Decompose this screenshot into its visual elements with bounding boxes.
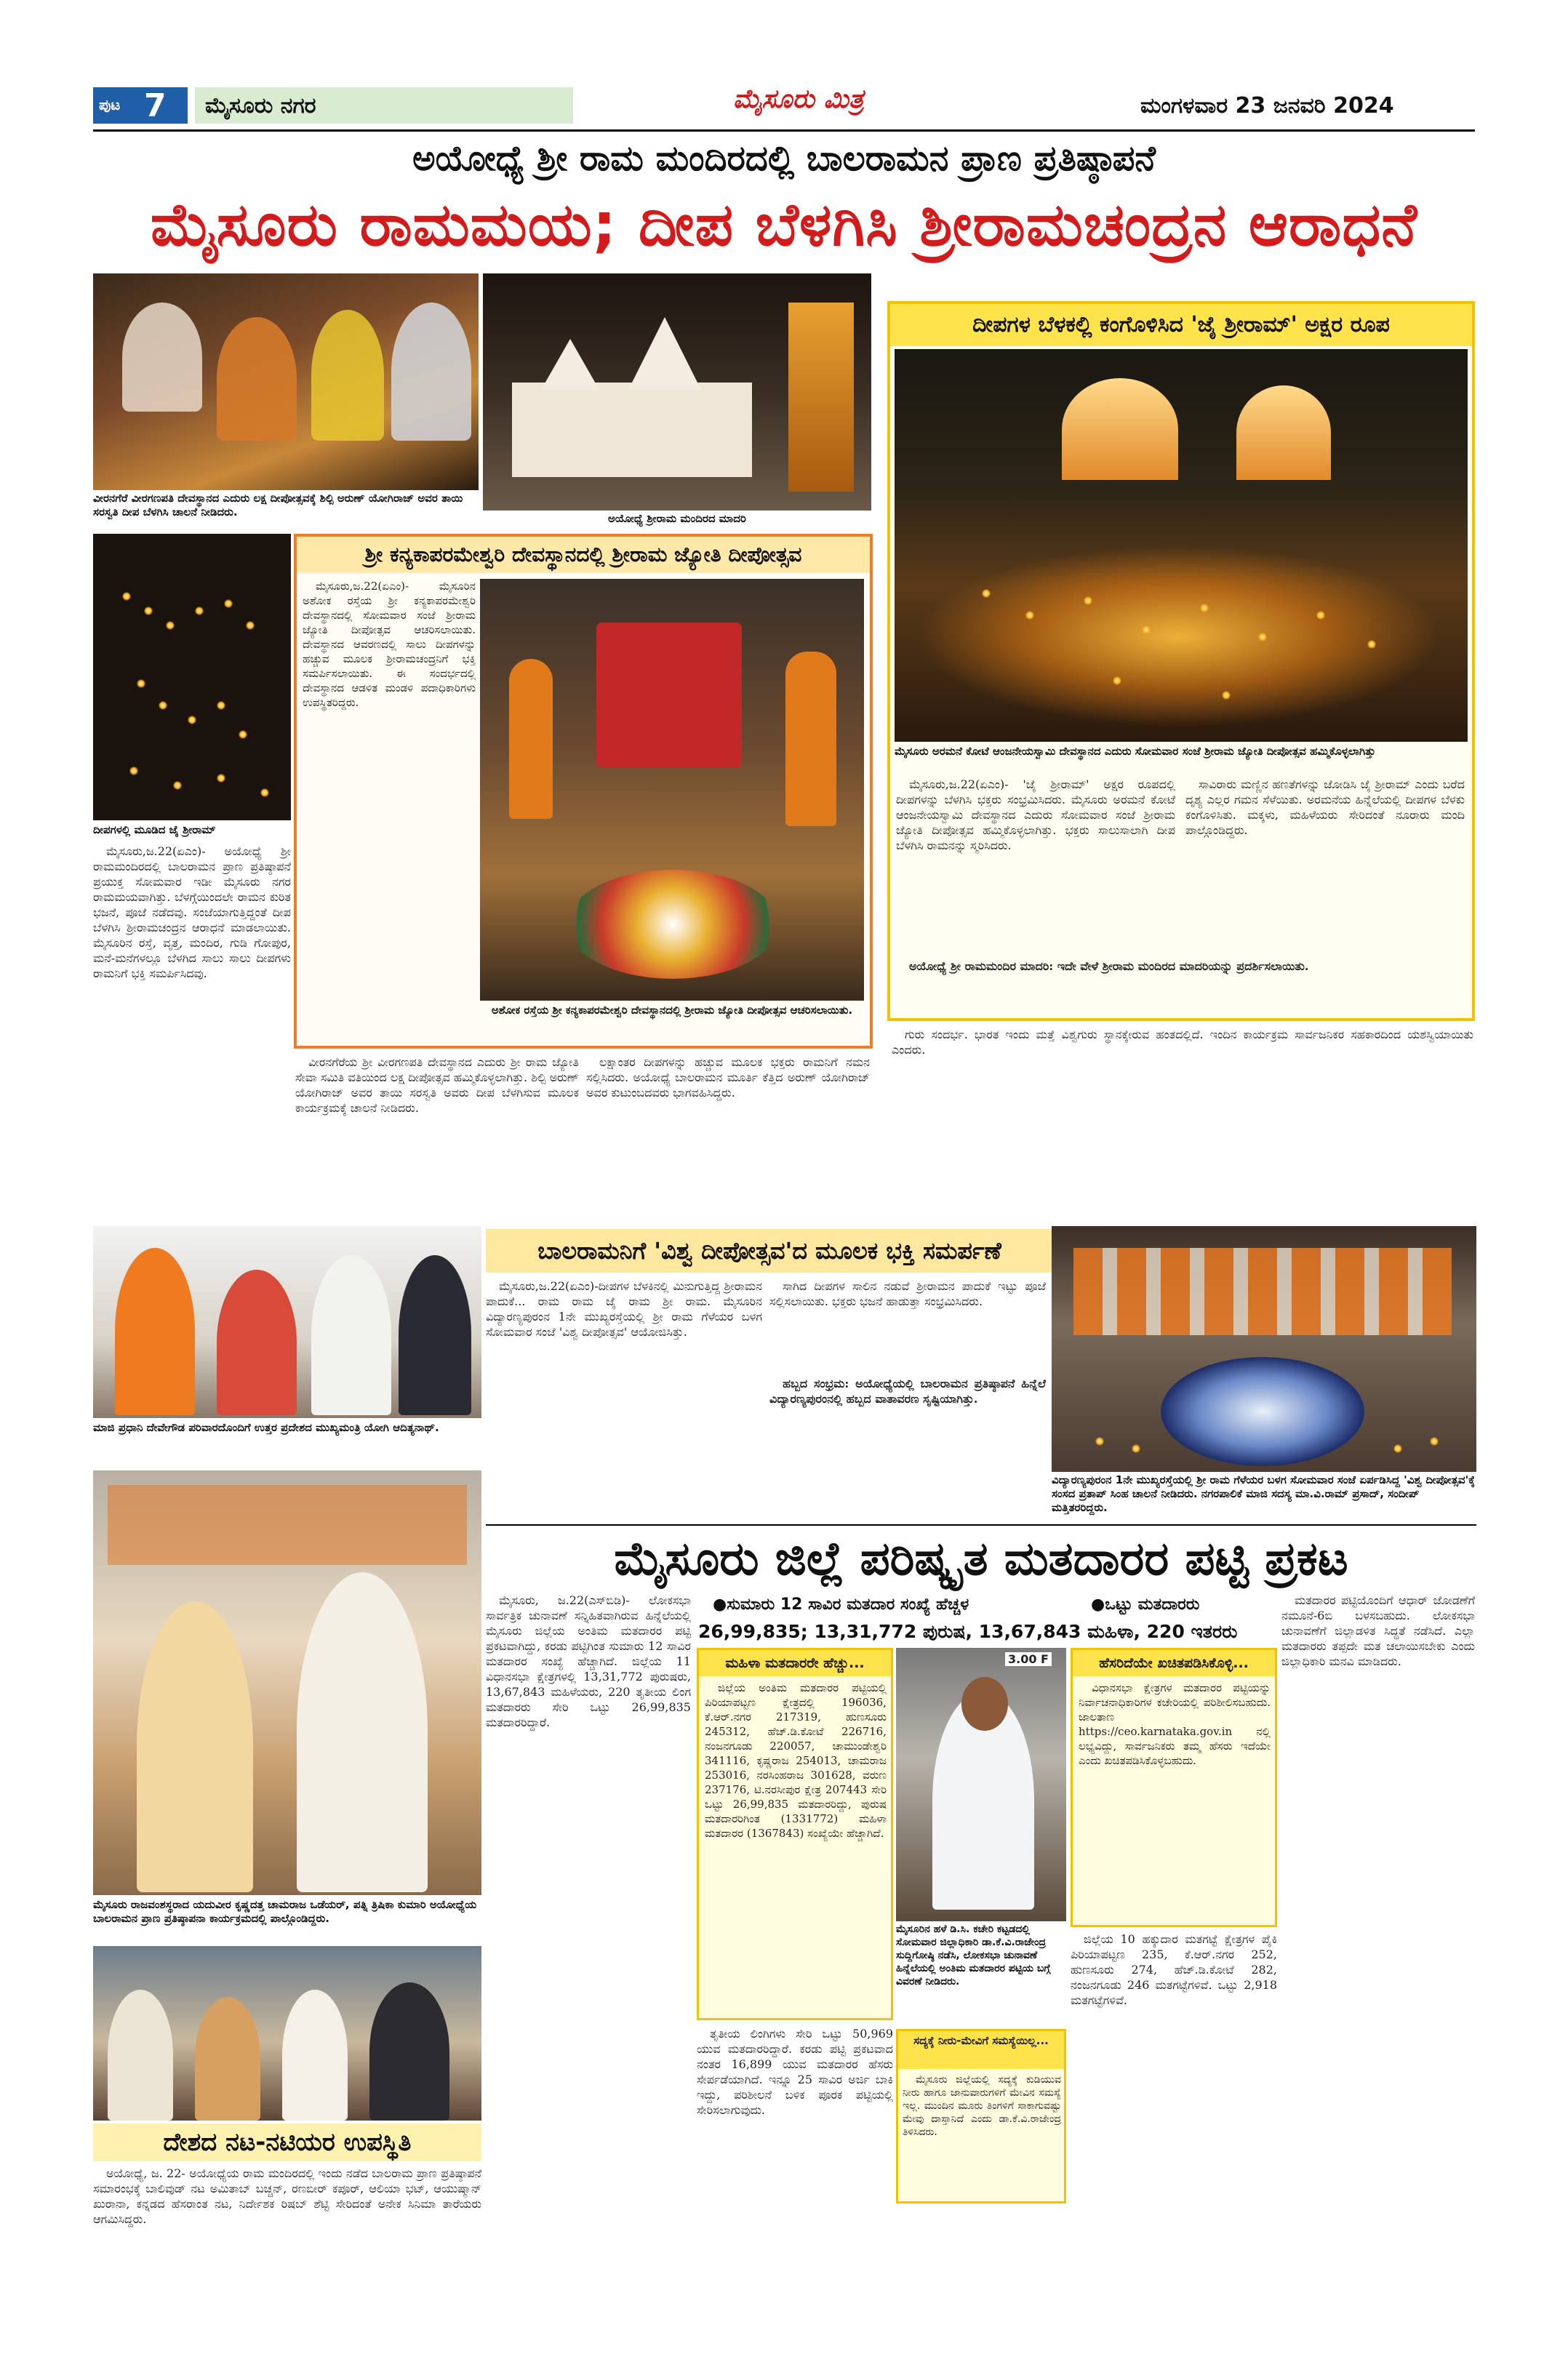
section-title: ಮೈಸೂರು ನಗರ: [205, 93, 316, 119]
vishwa-col1-text: ಮೈಸೂರು,ಜ.22(ಏಎಂ)-ದೀಪಗಳ ಬೆಳಕಿನಲ್ಲಿ ಮಿನುಗುತ್ತಿದ್ದ ಶ್ರೀರಾಮನ ಪಾದುಕೆ... ರಾಮ ರಾಮ ಜೈ ರಾಮ ಶ್ರೀ ರಾಮ. ಮೈಸೂರಿನ ವಿದ್ಯಾರಣ್ಯಪುರಂನ 1ನೇ ಮುಖ್ಯರಸ್ತೆಯಲ್ಲಿ ಶ್ರೀ ರಾಮ ಗೆಳೆಯರ ಬಳಗ ಸೋಮವಾರ ಸಂಜೆ 'ವಿಶ್ವ ದೀಪೋತ್ಸವ' ಆಯೋಜಿಸಿತ್ತು.: [486, 1279, 762, 1339]
voters-col2-text: ತೃತೀಯ ಲಿಂಗಿಗಳು ಸೇರಿ ಒಟ್ಟು 50,969 ಯುವ ಮತದಾರರಿದ್ದಾರೆ. ಕರಡು ಪಟ್ಟಿ ಪ್ರಕಟವಾದ ನಂತರ 16,899 ಯುವ ಮತದಾರರ ಹೆಸರು ಸೇರ್ಪಡೆಯಾಗಿದೆ. ಇನ್ನೂ 25 ಸಾವಿರ ಅರ್ಜಿ ಬಾಕಿ ಇದ್ದು, ಪರಿಶೀಲನೆ ಬಳಿಕ ಪೂರಕ ಪಟ್ಟಿಯಲ್ಲಿ ಸೇರಿಸಲಾಗುವುದು.: [697, 2027, 893, 2117]
photo-price-tag: 3.00 F: [1005, 1652, 1052, 1666]
main-story-col1-text: ಮೈಸೂರು,ಜ.22(ಏಎಂ)- ಅಯೋಧ್ಯೆ ಶ್ರೀ ರಾಮಮಂದಿರದಲ್ಲಿ ಬಾಲರಾಮನ ಪ್ರಾಣ ಪ್ರತಿಷ್ಠಾಪನೆ ಪ್ರಯುಕ್ತ ಸೋಮವಾರ ಇಡೀ ಮೈಸೂರು ನಗರ ರಾಮಮಯವಾಗಿತ್ತು. ಬೆಳಗ್ಗೆಯಿಂದಲೇ ರಾಮನ ಕುರಿತ ಭಜನೆ, ಪೂಜೆ ನಡೆದವು. ಸಂಜೆಯಾಗುತ್ತಿದ್ದಂತೆ ದೀಪ ಬೆಳಗಿಸಿ ಶ್ರೀರಾಮಚಂದ್ರನ ಆರಾಧನೆ ಮಾಡಲಾಯಿತು. ಮೈಸೂರಿನ ರಸ್ತೆ, ವೃತ್ತ, ಮಂದಿರ, ಗುಡಿ ಗೋಪುರ, ಮನೆ-ಮನೆಗಳಲ್ಲೂ ಬೆಳಗಿದ ಸಾಲು ಸಾಲು ದೀಪಗಳು ರಾಮನಿಗೆ ಭಕ್ತಿ ಸಮರ್ಪಿಸಿದವು.: [93, 844, 291, 980]
photo-celebrities-row: [93, 1946, 481, 2121]
main-story-col3: [586, 1054, 870, 1216]
voters-col4: [1281, 1593, 1475, 2342]
main-story-col2-text: ವೀರನಗೆರೆಯ ಶ್ರೀ ವೀರಗಣಪತಿ ದೇವಸ್ಥಾನದ ಎದುರು ಶ್ರೀ ರಾಮ ಜ್ಯೋತಿ ಸೇವಾ ಸಮಿತಿ ವತಿಯಿಂದ ಲಕ್ಷ ದೀಪೋತ್ಸವ ಹಮ್ಮಿಕೊಳ್ಳಲಾಗಿತ್ತು. ಶಿಲ್ಪಿ ಅರುಣ್ ಯೋಗಿರಾಜ್ ಅವರ ತಾಯಿ ಸರಸ್ವತಿ ಅವರು ದೀಪ ಬೆಳಗಿಸುವ ಮೂಲಕ ಕಾರ್ಯಕ್ರಮಕ್ಕೆ ಚಾಲನೆ ನೀಡಿದರು.: [295, 1055, 579, 1115]
main-headline: ಮೈಸೂರು ರಾಮಮಯ; ದೀಪ ಬೆಳಗಿಸಿ ಶ್ರೀರಾಮಚಂದ್ರನ ಆರಾಧನೆ: [150, 191, 1418, 260]
women-box-title: ಮಹಿಳಾ ಮತದಾರರೇ ಹೆಚ್ಚು...: [699, 1650, 891, 1676]
voters-col1-text: ಮೈಸೂರು, ಜ.22(ಎಸ್‌ಬಿಡಿ)- ಲೋಕಸಭಾ ಸಾರ್ವತ್ರಿಕ ಚುನಾವಣೆ ಸನ್ನಿಹಿತವಾಗಿರುವ ಹಿನ್ನೆಲೆಯಲ್ಲಿ ಮೈಸೂರು ಜಿಲ್ಲೆಯ ಅಂತಿಮ ಮತದಾರರ ಪಟ್ಟಿ ಪ್ರಕಟವಾಗಿದ್ದು, ಕರಡು ಪಟ್ಟಿಗಿಂತ ಸುಮಾರು 12 ಸಾವಿರ ಮತದಾರರ ಸಂಖ್ಯೆ ಹೆಚ್ಚಾಗಿದೆ. ಜಿಲ್ಲೆಯ 11 ವಿಧಾನಸಭಾ ಕ್ಷೇತ್ರಗಳಲ್ಲಿ 13,31,772 ಪುರುಷರು, 13,67,843 ಮಹಿಳೆಯರು, 220 ತೃತೀಯ ಲಿಂಗ ಮತದಾರರು ಸೇರಿ ಒಟ್ಟು 26,99,835 ಮತದಾರರಿದ್ದಾರೆ.: [486, 1593, 691, 1729]
main-story-col1: [93, 844, 291, 1069]
voters-col2: [697, 2026, 893, 2339]
helpline-box: [1071, 1648, 1277, 1927]
deepa-col2-text: ಸಾವಿರಾರು ಮಣ್ಣಿನ ಹಣತೆಗಳನ್ನು ಜೋಡಿಸಿ ಜೈ ಶ್ರೀರಾಮ್ ಎಂದು ಬರೆದ ದೃಶ್ಯ ಎಲ್ಲರ ಗಮನ ಸೆಳೆಯಿತು. ಅರಮನೆಯ ಹಿನ್ನೆಲೆಯಲ್ಲಿ ದೀಪಗಳ ಬೆಳಕು ಕಂಗೊಳಿಸಿತು. ಮಕ್ಕಳು, ಮಹಿಳೆಯರು ಸೇರಿದಂತೆ ನೂರಾರು ಮಂದಿ ಪಾಲ್ಗೊಂಡಿದ್ದರು.: [1185, 777, 1465, 837]
voters-title: ಮೈಸೂರು ಜಿಲ್ಲೆ ಪರಿಷ್ಕೃತ ಮತದಾರರ ಪಟ್ಟಿ ಪ್ರಕಟ: [614, 1532, 1348, 1586]
photo-dc-press-meet: [896, 1648, 1066, 1921]
water-text: ಮೈಸೂರು ಜಿಲ್ಲೆಯಲ್ಲಿ ಸದ್ಯಕ್ಕೆ ಕುಡಿಯುವ ನೀರು ಹಾಗೂ ಜಾನುವಾರುಗಳಿಗೆ ಮೇವಿನ ಸಮಸ್ಯೆ ಇಲ್ಲ. ಮುಂದಿನ ಮೂರು ತಿಂಗಳಿಗೆ ಸಾಕಾಗುವಷ್ಟು ಮೇವು ದಾಸ್ತಾನಿದೆ ಎಂದು ಡಾ.ಕೆ.ವಿ.ರಾಜೇಂದ್ರ ತಿಳಿಸಿದರು.: [903, 2074, 1061, 2138]
deepa-box: [887, 301, 1475, 1021]
helpline-text: ವಿಧಾನಸಭಾ ಕ್ಷೇತ್ರಗಳ ಮತದಾರರ ಪಟ್ಟಿಯನ್ನು ನಿರ್ವಾಚನಾಧಿಕಾರಿಗಳ ಕಚೇರಿಯಲ್ಲಿ ಪರಿಶೀಲಿಸಬಹುದು. ಜಾಲತಾಣ https://ceo.karnataka.gov.in ನಲ್ಲಿ ಲಭ್ಯವಿದ್ದು, ಸಾರ್ವಜನಿಕರು ತಮ್ಮ ಹೆಸರು ಇದೆಯೇ ಎಂದು ಖಚಿತಪಡಿಸಿಕೊಳ್ಳಬಹುದು.: [1079, 1681, 1271, 1767]
deepa-caption: ಮೈಸೂರು ಅರಮನೆ ಕೋಟೆ ಆಂಜನೇಯಸ್ವಾಮಿ ದೇವಸ್ಥಾನದ ಎದುರು ಸೋಮವಾರ ಸಂಜೆ ಶ್ರೀರಾಮ ಜ್ಯೋತಿ ದೀಪೋತ್ಸವ ಹಮ್ಮಿಕೊಳ್ಳಲಾಗಿತ್ತು: [895, 745, 1376, 758]
main-story-col4: [892, 1027, 1473, 1216]
caption-royal-couple: ಮೈಸೂರು ರಾಜವಂಶಸ್ಥರಾದ ಯದುವೀರ ಕೃಷ್ಣದತ್ತ ಚಾಮರಾಜ ಒಡೆಯರ್, ಪತ್ನಿ ತ್ರಿಷಿಕಾ ಕುಮಾರಿ ಅಯೋಧ್ಯೆಯ ಬಾಲರಾಮನ ಪ್ರಾಣ ಪ್ರತಿಷ್ಠಾಪನಾ ಕಾರ್ಯಕ್ರಮದಲ್ಲಿ ಪಾಲ್ಗೊಂಡಿದ್ದರು.: [93, 1898, 477, 1925]
voters-col3-text: ಜಿಲ್ಲೆಯ 10 ಹಕ್ಕುದಾರ ಮತಗಟ್ಟೆ ಕ್ಷೇತ್ರಗಳ ಪೈಕಿ ಪಿರಿಯಾಪಟ್ಟಣ 235, ಕೆ.ಆರ್.ನಗರ 252, ಹುಣಸೂರು 274, ಹೆಚ್.ಡಿ.ಕೋಟೆ 282, ನಂಜನಗೂಡು 246 ಮತಗಟ್ಟೆಗಳಿವೆ. ಒಟ್ಟು 2,918 ಮತಗಟ್ಟೆಗಳಿವೆ.: [1071, 1932, 1277, 2007]
women-box-text: ಜಿಲ್ಲೆಯ ಅಂತಿಮ ಮತದಾರರ ಪಟ್ಟಿಯಲ್ಲಿ ಪಿರಿಯಾಪಟ್ಟಣ ಕ್ಷೇತ್ರದಲ್ಲಿ 196036, ಕೆ.ಆರ್.ನಗರ 217319, ಹುಣಸೂರು 245312, ಹೆಚ್.ಡಿ.ಕೋಟೆ 226716, ನಂಜನಗೂಡು 220057, ಚಾಮುಂಡೇಶ್ವರಿ 341116, ಕೃಷ್ಣರಾಜ 254013, ಚಾಮರಾಜ 253016, ನರಸಿಂಹರಾಜ 301628, ವರುಣ 237176, ಟಿ.ನರಸೀಪುರ ಕ್ಷೇತ್ರ 207443 ಸೇರಿ ಒಟ್ಟು 26,99,835 ಮತದಾರರಿದ್ದು, ಪುರುಷ ಮತದಾರರಿಗಿಂತ (1331772) ಮಹಿಳಾ ಮತದಾರರ (1367843) ಸಂಖ್ಯೆಯೇ ಹೆಚ್ಚಾಗಿದೆ.: [705, 1681, 887, 1840]
caption-jai-shriram-lamps: ದೀಪಗಳಲ್ಲಿ ಮೂಡಿದ ಜೈ ಶ್ರೀರಾಮ್: [93, 823, 216, 836]
brand-logo: ಮೈಸೂರು ಮಿತ್ರ: [733, 84, 864, 114]
photo-royal-couple: [93, 1470, 481, 1895]
voters-col4-text: ಮತದಾರರ ಪಟ್ಟಿಯೊಂದಿಗೆ ಆಧಾರ್ ಜೋಡಣೆಗೆ ನಮೂನೆ-6ಬಿ ಬಳಸಬಹುದು. ಲೋಕಸಭಾ ಚುನಾವಣೆಗೆ ಜಿಲ್ಲಾಡಳಿತ ಸಿದ್ಧತೆ ನಡೆಸಿದೆ. ಎಲ್ಲಾ ಮತದಾರರು ತಪ್ಪದೇ ಮತ ಚಲಾಯಿಸಬೇಕು ಎಂದು ಜಿಲ್ಲಾಧಿಕಾರಿ ಮನವಿ ಮಾಡಿದರು.: [1281, 1593, 1475, 1668]
water-box: [896, 2029, 1066, 2203]
kanyaka-box: [294, 534, 873, 1049]
water-body: [903, 2073, 1061, 2198]
women-box-body: [705, 1681, 887, 2015]
voters-col1: [486, 1593, 691, 2131]
deepa-title: ದೀಪಗಳ ಬೆಳಕಲ್ಲಿ ಕಂಗೊಳಿಸಿದ 'ಜೈ ಶ್ರೀರಾಮ್' ಅಕ್ಷರ ರೂಪ: [890, 304, 1472, 346]
voters-sub2: ●ಒಟ್ಟು ಮತದಾರರು: [1091, 1596, 1200, 1614]
deepa-col1: [896, 777, 1175, 951]
section-title-bar: [195, 87, 573, 124]
kanyaka-body-text: ಮೈಸೂರು,ಜ.22(ಏಎಂ)- ಮೈಸೂರಿನ ಅಶೋಕ ರಸ್ತೆಯ ಶ್ರೀ ಕನ್ಯಕಾಪರಮೇಶ್ವರಿ ದೇವಸ್ಥಾನದಲ್ಲಿ ಸೋಮವಾರ ಸಂಜೆ ಶ್ರೀರಾಮ ಜ್ಯೋತಿ ದೀಪೋತ್ಸವ ಆಚರಿಸಲಾಯಿತು. ದೇವಸ್ಥಾನದ ಆವರಣದಲ್ಲಿ ಸಾಲು ದೀಪಗಳನ್ನು ಹಚ್ಚುವ ಮೂಲಕ ಶ್ರೀರಾಮಚಂದ್ರನಿಗೆ ಭಕ್ತಿ ಸಮರ್ಪಿಸಲಾಯಿತು. ಈ ಸಂದರ್ಭದಲ್ಲಿ ದೇವಸ್ಥಾನದ ಆಡಳಿತ ಮಂಡಳಿ ಪದಾಧಿಕಾರಿಗಳು ಉಪಸ್ಥಿತರಿದ್ದರು.: [303, 580, 476, 709]
vishwa-col1: [486, 1278, 762, 1453]
vishwa-col2: [769, 1278, 1046, 1373]
celebs-title: ದೇಶದ ನಟ-ನಟಿಯರ ಉಪಸ್ಥಿತಿ: [93, 2123, 481, 2161]
kanyaka-title: ಶ್ರೀ ಕನ್ಯಕಾಪರಮೇಶ್ವರಿ ದೇವಸ್ಥಾನದಲ್ಲಿ ಶ್ರೀರಾಮ ಜ್ಯೋತಿ ದೀಪೋತ್ಸವ: [297, 537, 870, 573]
main-story-col3-text: ಲಕ್ಷಾಂತರ ದೀಪಗಳನ್ನು ಹಚ್ಚುವ ಮೂಲಕ ಭಕ್ತರು ರಾಮನಿಗೆ ನಮನ ಸಲ್ಲಿಸಿದರು. ಅಯೋಧ್ಯೆ ಬಾಲರಾಮನ ಮೂರ್ತಿ ಕೆತ್ತಿದ ಅರುಣ್ ಯೋಗಿರಾಜ್ ಅವರ ಕುಟುಂಬದವರು ಭಾಗವಹಿಸಿದ್ದರು.: [586, 1055, 870, 1100]
page-number-box: [93, 87, 188, 124]
voters-sub1: ●ಸುಮಾರು 12 ಸಾವಿರ ಮತದಾರ ಸಂಖ್ಯೆ ಹೆಚ್ಚಳ: [713, 1596, 969, 1614]
masthead: [93, 83, 1475, 127]
photo-vishwa-deepotsava: [1052, 1226, 1476, 1472]
helpline-body: [1079, 1681, 1271, 1922]
page-label: ಪುಟ: [99, 96, 121, 113]
water-title: ಸದ್ಯಕ್ಕೆ ನೀರು-ಮೇವಿಗೆ ಸಮಸ್ಯೆಯಿಲ್ಲ...: [898, 2031, 1064, 2069]
celebs-body-text: ಅಯೋಧ್ಯೆ, ಜ. 22- ಅಯೋಧ್ಯೆಯ ರಾಮ ಮಂದಿರದಲ್ಲಿ ಇಂದು ನಡೆದ ಬಾಲರಾಮ ಪ್ರಾಣ ಪ್ರತಿಷ್ಠಾಪನೆ ಸಮಾರಂಭಕ್ಕೆ ಬಾಲಿವುಡ್ ನಟ ಅಮಿತಾಬ್ ಬಚ್ಚನ್, ರಣಬೀರ್ ಕಪೂರ್, ಆಲಿಯಾ ಭಟ್, ಆಯುಷ್ಮಾನ್ ಖುರಾನಾ, ಕನ್ನಡದ ಹೆಸರಾಂತ ನಟ, ನಿರ್ದೇಶಕ ರಿಷಬ್ ಶೆಟ್ಟಿ ಸೇರಿದಂತೆ ಅನೇಕ ಸಿನಿಮಾ ತಾರೆಯರು ಆಗಮಿಸಿದ್ದರು.: [93, 2166, 481, 2226]
caption-lamp-lighting: ವೀರನಗೆರೆ ವೀರಗಣಪತಿ ದೇವಸ್ಥಾನದ ಎದುರು ಲಕ್ಷ ದೀಪೋತ್ಸವಕ್ಕೆ ಶಿಲ್ಪಿ ಅರುಣ್ ಯೋಗಿರಾಜ್ ಅವರ ತಾಯಿ ಸರಸ್ವತಿ ದೀಪ ಬೆಳಗಿಸಿ ಚಾಲನೆ ನೀಡಿದರು.: [93, 492, 463, 519]
issue-date: ಮಂಗಳವಾರ 23 ಜನವರಿ 2024: [1140, 93, 1394, 119]
deepa-col1-text: ಮೈಸೂರು,ಜ.22(ಏಎಂ)- 'ಜೈ ಶ್ರೀರಾಮ್' ಅಕ್ಷರ ರೂಪದಲ್ಲಿ ದೀಪಗಳನ್ನು ಬೆಳಗಿಸಿ ಭಕ್ತರು ಸಂಭ್ರಮಿಸಿದರು. ಮೈಸೂರು ಅರಮನೆ ಕೋಟೆ ಆಂಜನೇಯಸ್ವಾಮಿ ದೇವಸ್ಥಾನದ ಎದುರು ಸೋಮವಾರ ಸಂಜೆ ಶ್ರೀರಾಮ ಜ್ಯೋತಿ ದೀಪೋತ್ಸವ ಹಮ್ಮಿಕೊಳ್ಳಲಾಗಿತ್ತು. ಭಕ್ತರು ಸಾಲುಸಾಲಾಗಿ ದೀಪ ಬೆಳಗಿಸಿ ರಾಮನನ್ನು ಸ್ಮರಿಸಿದರು.: [896, 777, 1175, 852]
kanyaka-body: [303, 579, 476, 986]
photo-temple-model: [483, 273, 871, 511]
masthead-rule: [93, 129, 1475, 132]
voters-col3: [1071, 1931, 1277, 2339]
caption-yogi-devegowda: ಮಾಜಿ ಪ್ರಧಾನಿ ದೇವೇಗೌಡ ಪರಿವಾರದೊಂದಿಗೆ ಉತ್ತರ ಪ್ರದೇಶದ ಮುಖ್ಯಮಂತ್ರಿ ಯೋಗಿ ಆದಿತ್ಯನಾಥ್.: [93, 1421, 439, 1434]
photo-yogi-devegowda: [93, 1226, 481, 1418]
vishwa-caption: ವಿದ್ಯಾರಣ್ಯಪುರಂನ 1ನೇ ಮುಖ್ಯರಸ್ತೆಯಲ್ಲಿ ಶ್ರೀ ರಾಮ ಗೆಳೆಯರ ಬಳಗ ಸೋಮವಾರ ಸಂಜೆ ಏರ್ಪಡಿಸಿದ್ದ 'ವಿಶ್ವ ದೀಪೋತ್ಸವ'ಕ್ಕೆ ಸಂಸದ ಪ್ರತಾಪ್ ಸಿಂಹ ಚಾಲನೆ ನೀಡಿದರು. ನಗರಪಾಲಿಕೆ ಮಾಜಿ ಸದಸ್ಯ ಮಾ.ವಿ.ರಾಮ್ ಪ್ರಸಾದ್, ಸಂದೀಪ್ ಮತ್ತಿತರರಿದ್ದರು.: [1052, 1473, 1475, 1514]
vishwa-title: ಬಾಲರಾಮನಿಗೆ 'ವಿಶ್ವ ದೀಪೋತ್ಸವ'ದ ಮೂಲಕ ಭಕ್ತಿ ಸಮರ್ಪಣೆ: [486, 1229, 1053, 1273]
deepa-ayodhya-line: [896, 958, 1466, 1017]
vishwa-col2-text: ಸಾಗಿದ ದೀಪಗಳ ಸಾಲಿನ ನಡುವೆ ಶ್ರೀರಾಮನ ಪಾದುಕೆ ಇಟ್ಟು ಪೂಜೆ ಸಲ್ಲಿಸಲಾಯಿತು. ಭಕ್ತರು ಭಜನೆ ಹಾಡುತ್ತಾ ಸಂಭ್ರಮಿಸಿದರು.: [769, 1279, 1046, 1308]
kicker-headline: ಅಯೋಧ್ಯೆ ಶ್ರೀ ರಾಮ ಮಂದಿರದಲ್ಲಿ ಬಾಲರಾಮನ ಪ್ರಾಣ ಪ್ರತಿಷ್ಠಾಪನೆ: [412, 138, 1156, 179]
helpline-title: ಹೆಸರಿದೆಯೇ ಖಚಿತಪಡಿಸಿಕೊಳ್ಳಿ...: [1073, 1650, 1275, 1676]
caption-dc-press-meet: ಮೈಸೂರಿನ ಹಳೆ ಡಿ.ಸಿ. ಕಚೇರಿ ಕಟ್ಟಡದಲ್ಲಿ ಸೋಮವಾರ ಜಿಲ್ಲಾಧಿಕಾರಿ ಡಾ.ಕೆ.ವಿ.ರಾಜೇಂದ್ರ ಸುದ್ದಿಗೋಷ್ಠಿ ನಡೆಸಿ, ಲೋಕಸಭಾ ಚುನಾವಣೆ ಹಿನ್ನೆಲೆಯಲ್ಲಿ ಅಂತಿಮ ಮತದಾರರ ಪಟ್ಟಿಯ ಬಗ್ಗೆ ವಿವರಣೆ ನೀಡಿದರು.: [896, 1923, 1051, 1987]
kanyaka-caption: ಅಶೋಕ ರಸ್ತೆಯ ಶ್ರೀ ಕನ್ಯಕಾಪರಮೇಶ್ವರಿ ದೇವಸ್ಥಾನದಲ್ಲಿ ಶ್ರೀರಾಮ ಜ್ಯೋತಿ ದೀಪೋತ್ಸವ ಆಚರಿಸಲಾಯಿತು.: [491, 1004, 853, 1017]
celebs-body: [93, 2166, 481, 2340]
vishwa-subsection-text: ಹಬ್ಬದ ಸಂಭ್ರಮ: ಅಯೋಧ್ಯೆಯಲ್ಲಿ ಬಾಲರಾಮನ ಪ್ರತಿಷ್ಠಾಪನೆ ಹಿನ್ನೆಲೆ ವಿದ್ಯಾರಣ್ಯಪುರಂನಲ್ಲಿ ಹಬ್ಬದ ವಾತಾವರಣ ಸೃಷ್ಟಿಯಾಗಿತ್ತು.: [769, 1377, 1046, 1406]
women-voters-box: [697, 1648, 893, 2020]
photo-lamp-lighting: [93, 273, 479, 490]
page-number: 7: [144, 87, 167, 124]
main-story-col2: [295, 1054, 579, 1216]
vishwa-subsection: [769, 1376, 1046, 1453]
photo-kanyaka-temple: [480, 579, 864, 1001]
voters-stats: 26,99,835; 13,31,772 ಪುರುಷ, 13,67,843 ಮಹಿಳಾ, 220 ಇತರರು: [698, 1621, 1238, 1642]
photo-palace-lamps: [895, 349, 1468, 742]
photo-jai-shriram-lamps: [93, 534, 291, 820]
caption-temple-model: ಅಯೋಧ್ಯೆ ಶ್ರೀರಾಮ ಮಂದಿರದ ಮಾದರಿ: [608, 512, 746, 525]
deepa-ayodhya-text: ಅಯೋಧ್ಯೆ ಶ್ರೀ ರಾಮಮಂದಿರ ಮಾದರಿ: ಇದೇ ವೇಳೆ ಶ್ರೀರಾಮ ಮಂದಿರದ ಮಾದರಿಯನ್ನು ಪ್ರದರ್ಶಿಸಲಾಯಿತು.: [909, 959, 1309, 973]
main-story-col4-text: ಗುರು ಸಂದರ್ಭ. ಭಾರತ ಇಂದು ಮತ್ತೆ ವಿಶ್ವಗುರು ಸ್ಥಾನಕ್ಕೇರುವ ಹಂತದಲ್ಲಿದೆ. ಇಂದಿನ ಕಾರ್ಯಕ್ರಮ ಸಾರ್ವಜನಿಕರ ಸಹಕಾರದಿಂದ ಯಶಸ್ವಿಯಾಯಿತು ಎಂದರು.: [892, 1028, 1473, 1057]
deepa-col2: [1185, 777, 1465, 951]
